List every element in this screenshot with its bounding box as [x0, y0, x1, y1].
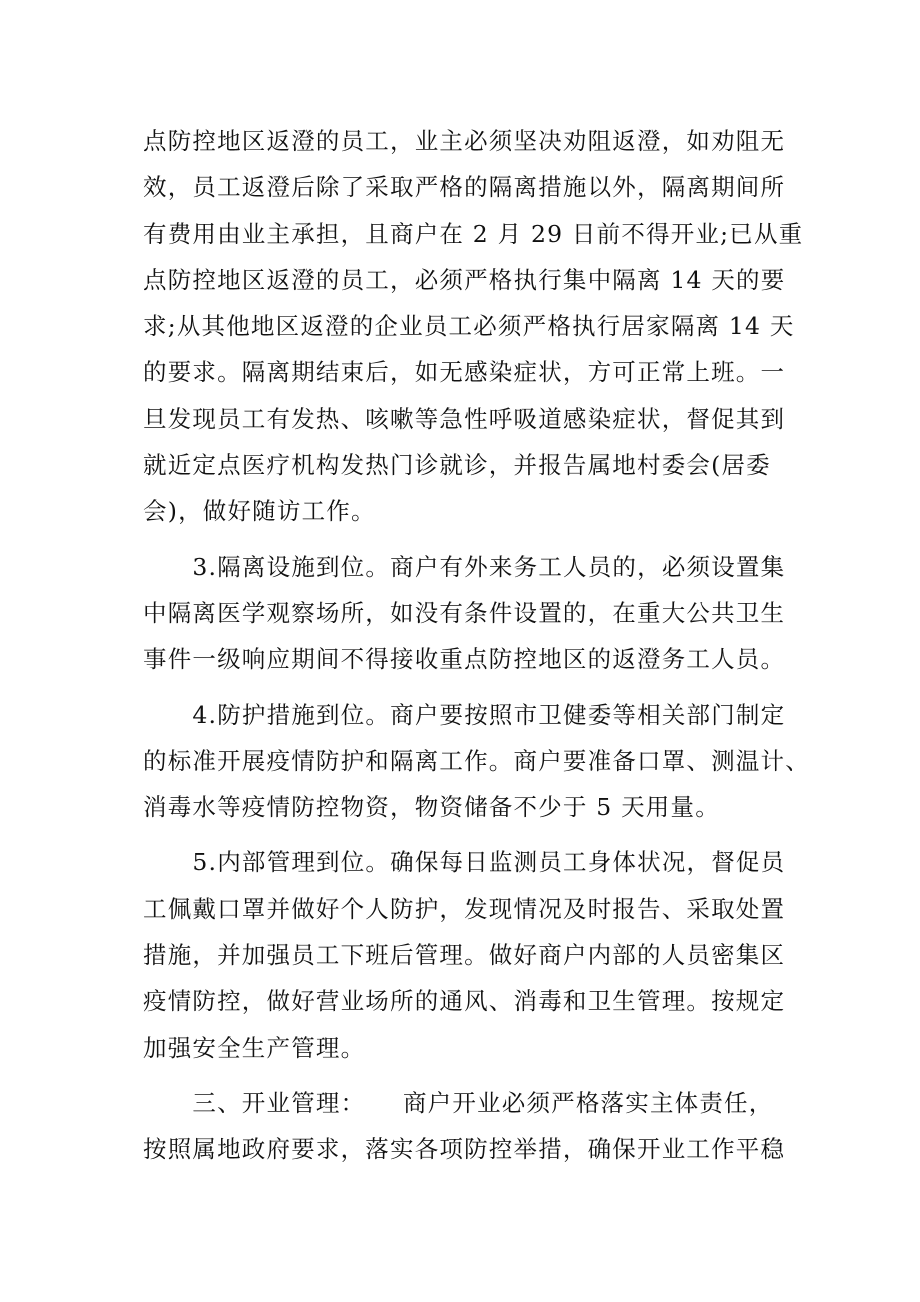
- text-line: 按照属地政府要求，落实各项防控举措，确保开业工作平稳: [143, 1135, 786, 1164]
- text-line: 的要求。隔离期结束后，如无感染症状，方可正常上班。一: [143, 358, 786, 387]
- text-line: 点防控地区返澄的员工，必须严格执行集中隔离 14 天的要: [143, 265, 786, 294]
- text-line: 工佩戴口罩并做好个人防护，发现情况及时报告、采取处置: [143, 894, 786, 923]
- text-line: 旦发现员工有发热、咳嗽等急性呼吸道感染症状，督促其到: [143, 404, 786, 433]
- text-line: 疫情防控，做好营业场所的通风、消毒和卫生管理。按规定: [143, 987, 786, 1016]
- text-line: 点防控地区返澄的员工，业主必须坚决劝阻返澄，如劝阻无: [143, 127, 786, 155]
- text-line: 措施，并加强员工下班后管理。做好商户内部的人员密集区: [143, 941, 786, 970]
- text-line: 就近定点医疗机构发热门诊就诊，并报告属地村委会(居委: [143, 451, 771, 480]
- text-line: 会)，做好随访工作。: [143, 497, 376, 526]
- text-line: 效，员工返澄后除了采取严格的隔离措施以外，隔离期间所: [143, 173, 786, 202]
- paragraph-gap: [143, 1071, 783, 1080]
- document-body: [143, 118, 810, 1173]
- paragraph-gap: [143, 683, 783, 692]
- paragraph-gap: [143, 535, 783, 544]
- text-line: 4.防护措施到位。商户要按照市卫健委等相关部门制定: [143, 700, 786, 729]
- text-line: 求;从其他地区返澄的企业员工必须严格执行居家隔离 14 天: [143, 312, 795, 341]
- text-line: 加强安全生产管理。: [143, 1033, 366, 1062]
- text-line: 事件一级响应期间不得接收重点防控地区的返澄务工人员。: [143, 645, 786, 674]
- text-line: 的标准开展疫情防护和隔离工作。商户要准备口罩、测温计、: [143, 746, 810, 775]
- text-line: 三、开业管理： 商户开业必须严格落实主体责任，: [143, 1088, 774, 1117]
- text-line: 有费用由业主承担，且商户在 2 月 29 日前不得开业;已从重: [143, 219, 804, 248]
- text-line: 3.隔离设施到位。商户有外来务工人员的，必须设置集: [143, 552, 786, 581]
- text-line: 中隔离医学观察场所，如没有条件设置的，在重大公共卫生: [143, 598, 786, 627]
- text-line: 5.内部管理到位。确保每日监测员工身体状况，督促员: [143, 848, 786, 877]
- text-line: 消毒水等疫情防控物资，物资储备不少于 5 天用量。: [143, 793, 720, 822]
- paragraph-gap: [143, 830, 783, 839]
